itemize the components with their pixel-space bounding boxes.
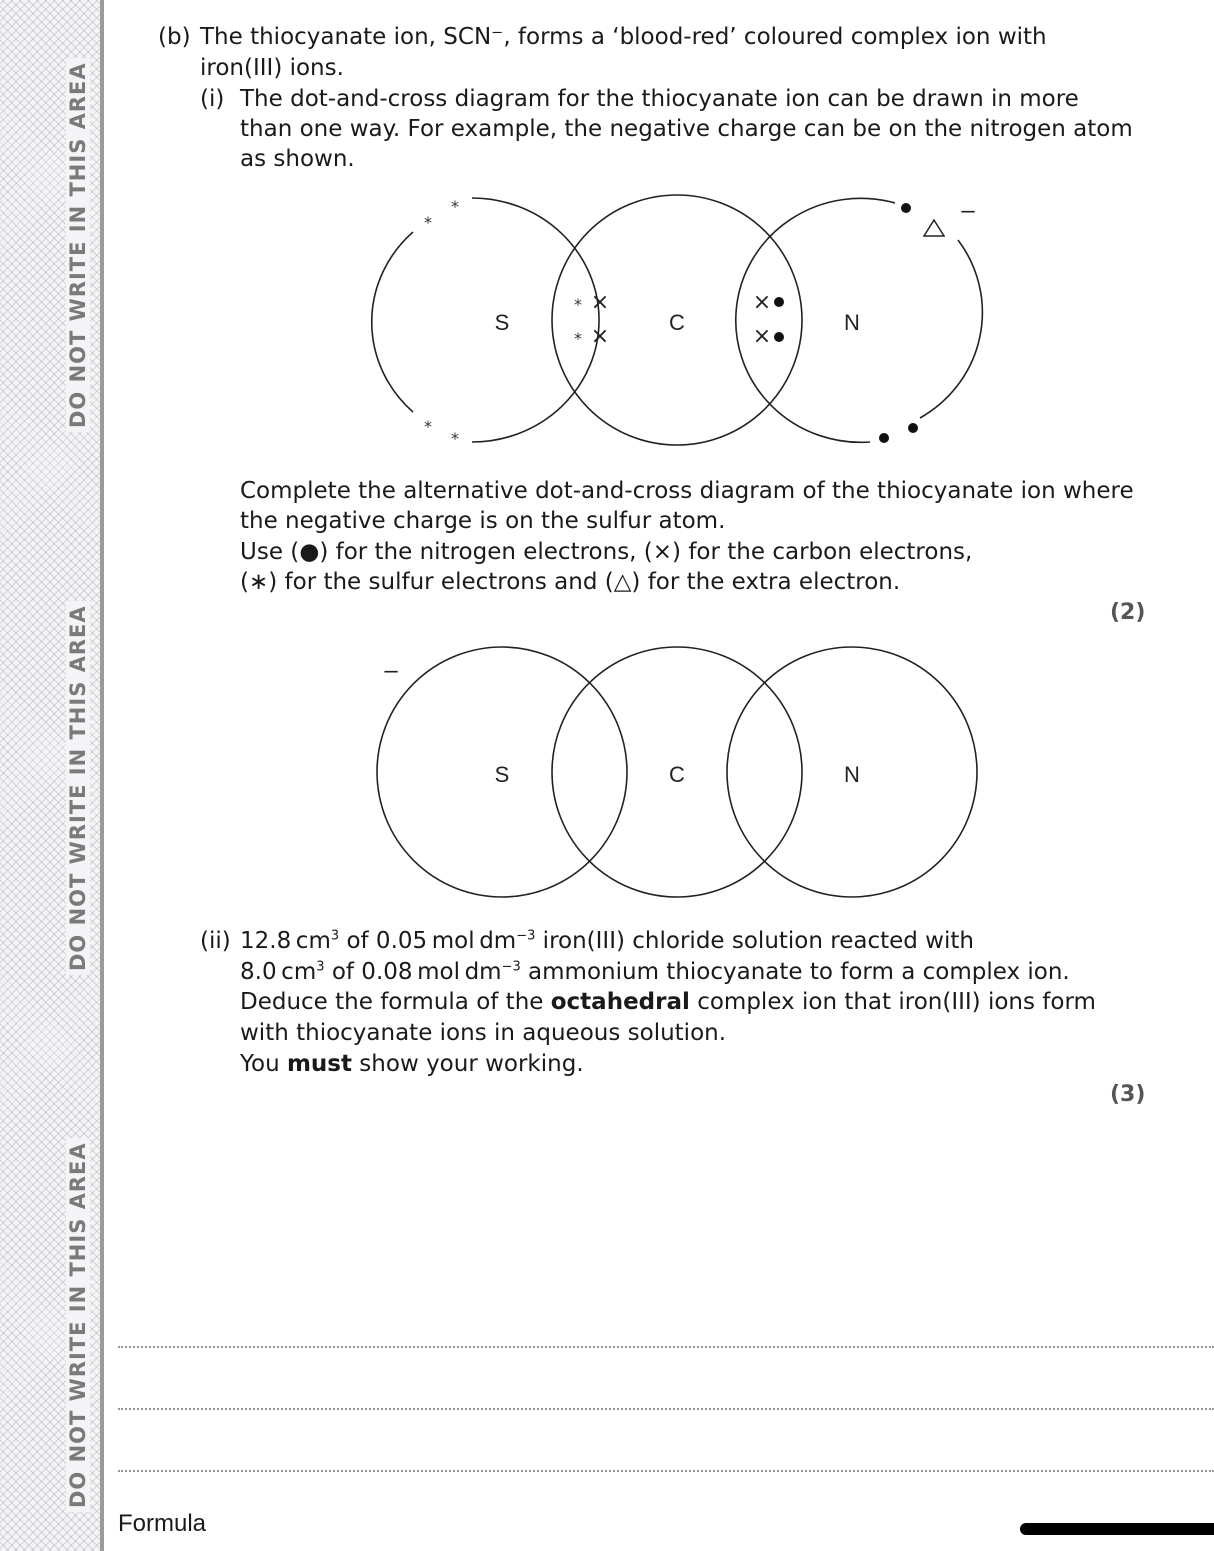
nitrogen-shell-arc xyxy=(736,198,895,442)
carbon-electron: × xyxy=(590,324,610,349)
formula-label: Formula xyxy=(118,1510,207,1537)
part-ii-text: You must show your working. xyxy=(240,1051,584,1077)
part-ii-text: 12.8 $cm^3$ of 0.05 mol $dm^{-3}$ iron(III) chloride solution reacted with xyxy=(240,928,974,954)
part-ii-text: 8.0 $cm^3$ of 0.08 mol $dm^{-3}$ ammonium thiocyanate to form a complex ion. xyxy=(240,959,1070,985)
sulfur-electron: * xyxy=(574,295,582,314)
instruction-text: Complete the alternative dot-and-cross diagram of the thiocyanate ion where xyxy=(240,478,1134,504)
part-ii-text: Deduce the formula of the octahedral complex ion that iron(III) ions form xyxy=(240,989,1096,1015)
atom-label-c: C xyxy=(669,762,685,787)
atom-label-c: C xyxy=(669,310,685,335)
nitrogen-electron xyxy=(774,332,784,342)
negative-charge: – xyxy=(961,197,975,224)
part-b-text: The thiocyanate ion, SCN⁻, forms a ‘blood-red’ coloured complex ion with xyxy=(200,24,1047,50)
part-b-text: iron(III) ions. xyxy=(200,55,344,81)
nitrogen-electron xyxy=(908,423,918,433)
sulfur-electron: * xyxy=(574,329,582,348)
instruction-text: the negative charge is on the sulfur atom. xyxy=(240,508,726,534)
part-ii-text: with thiocyanate ions in aqueous solution. xyxy=(240,1020,727,1046)
answer-line[interactable] xyxy=(118,1346,1214,1348)
answer-line[interactable] xyxy=(118,1408,1214,1410)
part-i-text: The dot-and-cross diagram for the thiocyanate ion can be drawn in more xyxy=(240,86,1079,112)
atom-label-n: N xyxy=(844,762,860,787)
nitrogen-electron xyxy=(901,203,911,213)
instruction-text: Use (●) for the nitrogen electrons, (×) for the carbon electrons, xyxy=(240,539,973,565)
carbon-electron: × xyxy=(752,324,772,349)
part-b-label: (b) xyxy=(158,24,191,50)
part-i-text: as shown. xyxy=(240,146,355,172)
margin-warning: DO NOT WRITE IN THIS AREA xyxy=(66,1138,90,1512)
formula-answer-field[interactable] xyxy=(1020,1523,1214,1535)
marks-allocation: (2) xyxy=(1110,600,1146,625)
nitrogen-shell-arc xyxy=(920,240,982,418)
answer-line[interactable] xyxy=(118,1470,1214,1472)
part-i-text: than one way. For example, the negative charge can be on the nitrogen atom xyxy=(240,116,1133,142)
instruction-text: (∗) for the sulfur electrons and (△) for the extra electron. xyxy=(240,569,901,595)
margin-warning: DO NOT WRITE IN THIS AREA xyxy=(66,601,90,975)
sulfur-electron: * xyxy=(451,429,459,448)
margin-warning: DO NOT WRITE IN THIS AREA xyxy=(66,58,90,432)
atom-label-n: N xyxy=(844,310,860,335)
sulfur-shell-arc xyxy=(372,232,413,412)
marks-allocation: (3) xyxy=(1110,1082,1146,1107)
sulfur-electron: * xyxy=(424,417,432,436)
nitrogen-electron xyxy=(774,297,784,307)
part-i-label: (i) xyxy=(200,86,225,112)
part-ii-label: (ii) xyxy=(200,928,231,954)
sulfur-electron: * xyxy=(424,213,432,232)
atom-label-s: S xyxy=(494,310,510,335)
sulfur-shell-arc xyxy=(472,198,599,442)
carbon-electron: × xyxy=(590,290,610,315)
extra-electron-triangle xyxy=(924,220,944,236)
sulfur-electron: * xyxy=(451,197,459,216)
negative-charge: – xyxy=(384,657,398,684)
carbon-electron: × xyxy=(752,290,772,315)
atom-label-s: S xyxy=(494,762,510,787)
nitrogen-electron xyxy=(879,433,889,443)
